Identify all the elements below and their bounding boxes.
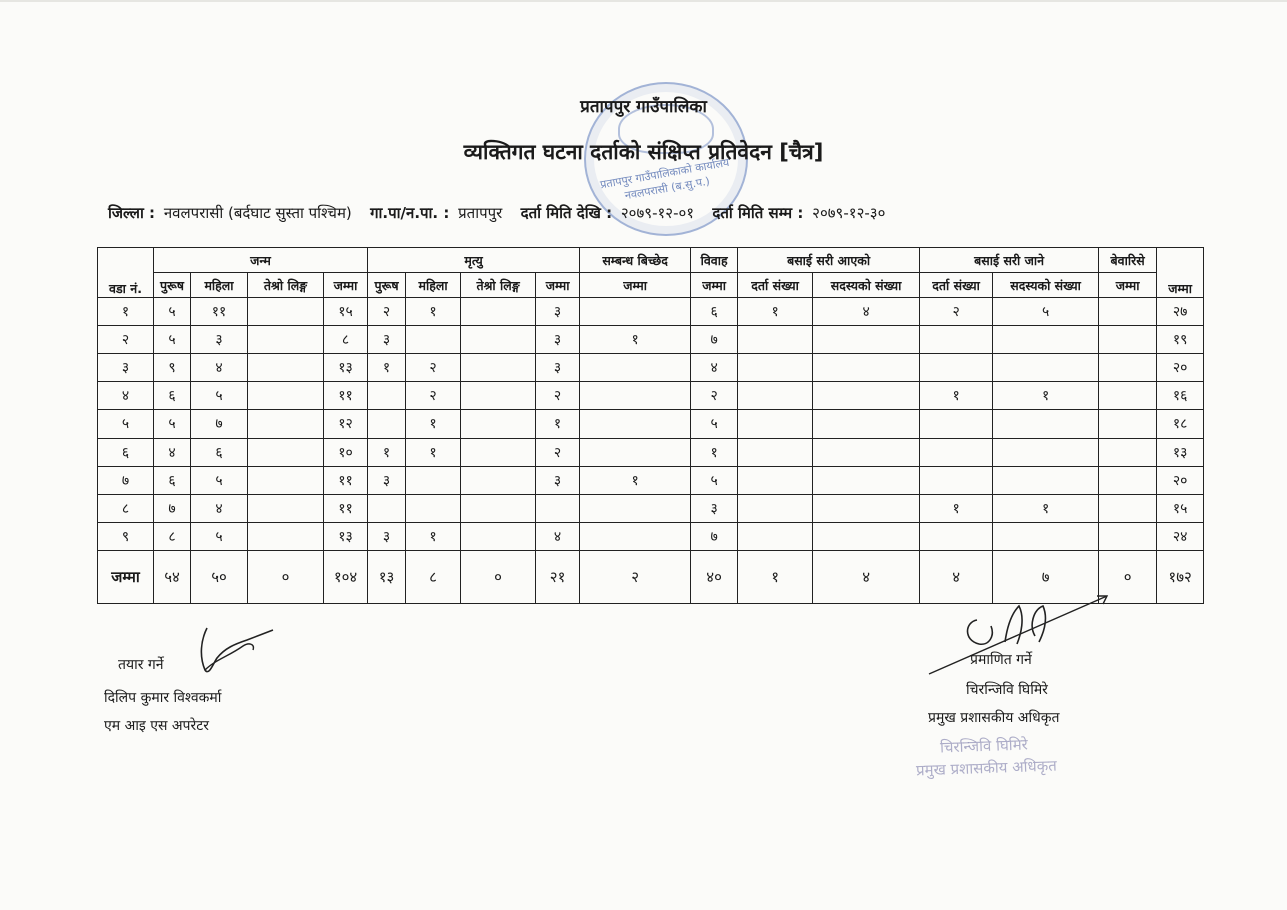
table-cell <box>248 354 324 382</box>
seal-text: प्रतापपुर गाउँपालिकाको कार्यालय नवलपरासी (ब.सु.प.) <box>599 155 731 203</box>
table-cell <box>368 410 406 438</box>
preparer-designation: एम आइ एस अपरेटर <box>104 718 210 734</box>
table-cell <box>813 466 920 494</box>
table-cell <box>1099 410 1157 438</box>
header-orphan: बेवारिसे <box>1099 248 1157 273</box>
municipality-name: प्रतापपुर गाउँपालिका <box>580 97 707 117</box>
table-cell: २ <box>691 382 738 410</box>
table-cell <box>993 466 1099 494</box>
verifier-designation: प्रमुख प्रशासकीय अधिकृत <box>928 710 1060 726</box>
table-cell <box>248 298 324 326</box>
table-cell <box>368 494 406 522</box>
district-value: नवलपरासी (बर्दघाट सुस्ता पश्चिम) <box>163 204 352 222</box>
verifier-name: चिरन्जिवि घिमिरे <box>966 682 1048 698</box>
table-cell: १५ <box>324 298 368 326</box>
header-death-male: पुरूष <box>368 273 406 298</box>
table-cell <box>461 494 536 522</box>
table-cell: ७ <box>98 466 154 494</box>
table-cell <box>461 326 536 354</box>
table-cell <box>738 522 813 550</box>
table-cell: १२ <box>324 410 368 438</box>
table-row <box>98 522 1204 550</box>
table-cell <box>813 522 920 550</box>
table-cell: ५ <box>154 410 191 438</box>
table-cell <box>1099 382 1157 410</box>
table-cell <box>461 298 536 326</box>
table-cell: ३ <box>536 326 580 354</box>
table-cell: २ <box>98 326 154 354</box>
table-cell: ४ <box>813 298 920 326</box>
table-row <box>98 382 1204 410</box>
table-cell <box>813 494 920 522</box>
table-cell: १ <box>406 410 461 438</box>
header-death-third: तेश्रो लिङ्ग <box>461 273 536 298</box>
table-cell: २ <box>368 298 406 326</box>
header-birth-third: तेश्रो लिङ्ग <box>248 273 324 298</box>
date-to-label: दर्ता मिति सम्म : <box>712 204 804 222</box>
table-cell <box>368 382 406 410</box>
header-in-reg-count: दर्ता संख्या <box>738 273 813 298</box>
table-cell: ६ <box>691 298 738 326</box>
table-cell: १ <box>406 438 461 466</box>
table-cell: ३ <box>98 354 154 382</box>
table-cell <box>993 326 1099 354</box>
table-cell <box>406 326 461 354</box>
table-cell: ७ <box>691 326 738 354</box>
table-cell: ० <box>461 551 536 604</box>
table-cell: ३ <box>691 494 738 522</box>
table-cell <box>1099 494 1157 522</box>
table-cell: ५० <box>191 551 248 604</box>
table-cell: ४ <box>191 494 248 522</box>
table-cell <box>738 466 813 494</box>
table-cell <box>738 354 813 382</box>
table-cell: १ <box>580 466 691 494</box>
table-cell <box>993 438 1099 466</box>
table-row <box>98 438 1204 466</box>
header-divorce: सम्बन्ध बिच्छेद <box>580 248 691 273</box>
table-cell: ११ <box>191 298 248 326</box>
preparer-name: दिलिप कुमार विश्वकर्मा <box>104 690 222 706</box>
report-info-line <box>108 203 1208 223</box>
table-cell: १ <box>98 298 154 326</box>
totals-label: जम्मा <box>98 551 154 604</box>
table-cell: २ <box>580 551 691 604</box>
table-cell: २ <box>536 438 580 466</box>
table-cell: ४० <box>691 551 738 604</box>
table-cell: ७ <box>154 494 191 522</box>
table-cell: १० <box>324 438 368 466</box>
header-grand-total: जम्मा <box>1157 248 1204 298</box>
table-cell: ० <box>248 551 324 604</box>
table-cell: ४ <box>154 438 191 466</box>
table-cell: १३ <box>324 354 368 382</box>
table-cell: २० <box>1157 466 1204 494</box>
table-cell: ८ <box>98 494 154 522</box>
header-birth-male: पुरूष <box>154 273 191 298</box>
table-row <box>98 326 1204 354</box>
table-cell: १९ <box>1157 326 1204 354</box>
table-cell <box>580 410 691 438</box>
table-cell: ९ <box>154 354 191 382</box>
header-death-female: महिला <box>406 273 461 298</box>
table-cell: ५ <box>154 298 191 326</box>
designation-stamp: प्रमुख प्रशासकीय अधिकृत <box>915 756 1058 780</box>
prepared-by-label: तयार गर्ने <box>118 657 164 673</box>
table-cell: ६ <box>98 438 154 466</box>
table-cell: ११ <box>324 494 368 522</box>
table-cell <box>248 494 324 522</box>
header-out-reg-count: दर्ता संख्या <box>920 273 993 298</box>
table-cell: ११ <box>324 466 368 494</box>
local-level-label: गा.पा/न.पा. : <box>370 204 450 222</box>
local-level-value: प्रतापपुर <box>458 204 503 222</box>
table-cell <box>920 438 993 466</box>
table-cell: १ <box>920 494 993 522</box>
table-cell: १ <box>993 382 1099 410</box>
table-cell <box>993 354 1099 382</box>
table-cell: ४ <box>691 354 738 382</box>
table-cell: ४ <box>191 354 248 382</box>
table-cell: १८ <box>1157 410 1204 438</box>
table-cell <box>536 494 580 522</box>
table-cell: ५ <box>993 298 1099 326</box>
table-cell: २१ <box>536 551 580 604</box>
table-cell <box>580 494 691 522</box>
table-cell: ५ <box>191 466 248 494</box>
table-cell: १ <box>691 438 738 466</box>
table-cell: १०४ <box>324 551 368 604</box>
table-cell <box>248 410 324 438</box>
table-cell: १६ <box>1157 382 1204 410</box>
table-cell: १ <box>406 298 461 326</box>
header-in-member-count: सदस्यको संख्या <box>813 273 920 298</box>
table-cell <box>1099 354 1157 382</box>
table-cell: ६ <box>154 382 191 410</box>
header-birth-total: जम्मा <box>324 273 368 298</box>
date-from-label: दर्ता मिति देखि : <box>520 204 613 222</box>
table-cell <box>580 438 691 466</box>
table-cell: ८ <box>324 326 368 354</box>
table-cell: १ <box>368 438 406 466</box>
table-cell <box>813 354 920 382</box>
table-cell: ३ <box>536 466 580 494</box>
table-cell <box>813 326 920 354</box>
table-cell <box>813 382 920 410</box>
table-row <box>98 298 1204 326</box>
table-cell: ४ <box>98 382 154 410</box>
table-cell: ६ <box>154 466 191 494</box>
header-marriage-total: जम्मा <box>691 273 738 298</box>
header-migration-out: बसाई सरी जाने <box>920 248 1099 273</box>
report-title: व्यक्तिगत घटना दर्ताको संक्षिप्त प्रतिवेदन [चैत्र] <box>463 140 824 164</box>
table-cell: २४ <box>1157 522 1204 550</box>
table-row <box>98 354 1204 382</box>
table-row <box>98 494 1204 522</box>
table-cell: १३ <box>1157 438 1204 466</box>
table-cell: १ <box>536 410 580 438</box>
registration-summary-table <box>97 247 1204 604</box>
table-cell <box>738 494 813 522</box>
table-cell <box>248 438 324 466</box>
table-cell: १५ <box>1157 494 1204 522</box>
header-ward: वडा नं. <box>98 248 154 298</box>
table-cell <box>461 438 536 466</box>
table-cell: ४ <box>813 551 920 604</box>
table-cell: १ <box>368 354 406 382</box>
table-cell: ५ <box>191 382 248 410</box>
table-cell <box>461 382 536 410</box>
header-migration-in: बसाई सरी आएको <box>738 248 920 273</box>
table-cell: ३ <box>191 326 248 354</box>
table-cell <box>920 466 993 494</box>
table-cell <box>920 410 993 438</box>
table-cell: ३ <box>368 522 406 550</box>
table-cell <box>461 410 536 438</box>
table-cell <box>248 466 324 494</box>
table-cell: ० <box>1099 551 1157 604</box>
table-cell <box>248 326 324 354</box>
table-cell <box>993 522 1099 550</box>
table-cell <box>580 354 691 382</box>
table-cell: १ <box>993 494 1099 522</box>
table-cell <box>461 354 536 382</box>
header-death-total: जम्मा <box>536 273 580 298</box>
table-cell <box>461 522 536 550</box>
table-cell <box>813 410 920 438</box>
header-out-member-count: सदस्यको संख्या <box>993 273 1099 298</box>
table-cell <box>248 382 324 410</box>
table-cell <box>461 466 536 494</box>
header-birth-female: महिला <box>191 273 248 298</box>
table-cell: १ <box>920 382 993 410</box>
name-stamp: चिरन्जिवि घिमिरे <box>939 735 1029 757</box>
preparer-signature <box>195 620 277 680</box>
table-cell: २० <box>1157 354 1204 382</box>
table-cell <box>1099 326 1157 354</box>
table-cell: १ <box>580 326 691 354</box>
table-cell <box>813 438 920 466</box>
header-orphan-total: जम्मा <box>1099 273 1157 298</box>
table-cell: १७२ <box>1157 551 1204 604</box>
table-cell <box>406 494 461 522</box>
table-cell: ७ <box>191 410 248 438</box>
table-cell: २ <box>406 354 461 382</box>
table-cell: ५ <box>691 466 738 494</box>
table-cell: ४ <box>920 551 993 604</box>
table-cell: ६ <box>191 438 248 466</box>
table-cell: २ <box>536 382 580 410</box>
table-cell: ४ <box>536 522 580 550</box>
table-cell: २ <box>920 298 993 326</box>
table-cell: ५ <box>98 410 154 438</box>
table-cell: २७ <box>1157 298 1204 326</box>
table-cell <box>993 410 1099 438</box>
table-cell: ९ <box>98 522 154 550</box>
table-cell <box>580 522 691 550</box>
table-cell: १ <box>738 298 813 326</box>
table-cell <box>580 382 691 410</box>
table-cell: २ <box>406 382 461 410</box>
table-cell <box>1099 438 1157 466</box>
date-from-value: २०७९-१२-०१ <box>620 204 695 222</box>
table-cell: १ <box>738 551 813 604</box>
table-cell: ३ <box>536 354 580 382</box>
table-cell <box>920 326 993 354</box>
table-row <box>98 466 1204 494</box>
date-to-value: २०७९-१२-३० <box>812 204 886 222</box>
table-cell <box>738 438 813 466</box>
table-cell: १३ <box>324 522 368 550</box>
header-divorce-total: जम्मा <box>580 273 691 298</box>
table-cell <box>1099 298 1157 326</box>
table-cell <box>920 522 993 550</box>
page-top-edge <box>0 0 1287 2</box>
table-cell: ३ <box>368 326 406 354</box>
table-cell: ३ <box>368 466 406 494</box>
table-cell: १ <box>406 522 461 550</box>
table-cell <box>580 298 691 326</box>
table-cell <box>406 466 461 494</box>
table-cell <box>1099 522 1157 550</box>
table-cell: ७ <box>993 551 1099 604</box>
verified-by-label: प्रमाणित गर्ने <box>970 652 1032 668</box>
table-cell <box>738 382 813 410</box>
header-marriage: विवाह <box>691 248 738 273</box>
table-row <box>98 410 1204 438</box>
table-cell: ५ <box>691 410 738 438</box>
table-cell <box>1099 466 1157 494</box>
table-cell: ५४ <box>154 551 191 604</box>
district-label: जिल्ला : <box>108 204 156 222</box>
header-birth: जन्म <box>154 248 368 273</box>
table-cell <box>738 326 813 354</box>
table-cell: ८ <box>154 522 191 550</box>
table-cell: ५ <box>154 326 191 354</box>
table-cell: ८ <box>406 551 461 604</box>
table-cell: ५ <box>191 522 248 550</box>
table-cell: ३ <box>536 298 580 326</box>
table-cell: ११ <box>324 382 368 410</box>
header-death: मृत्यु <box>368 248 580 273</box>
table-cell <box>248 522 324 550</box>
table-cell <box>738 410 813 438</box>
table-cell <box>920 354 993 382</box>
table-cell: ७ <box>691 522 738 550</box>
table-cell: १३ <box>368 551 406 604</box>
